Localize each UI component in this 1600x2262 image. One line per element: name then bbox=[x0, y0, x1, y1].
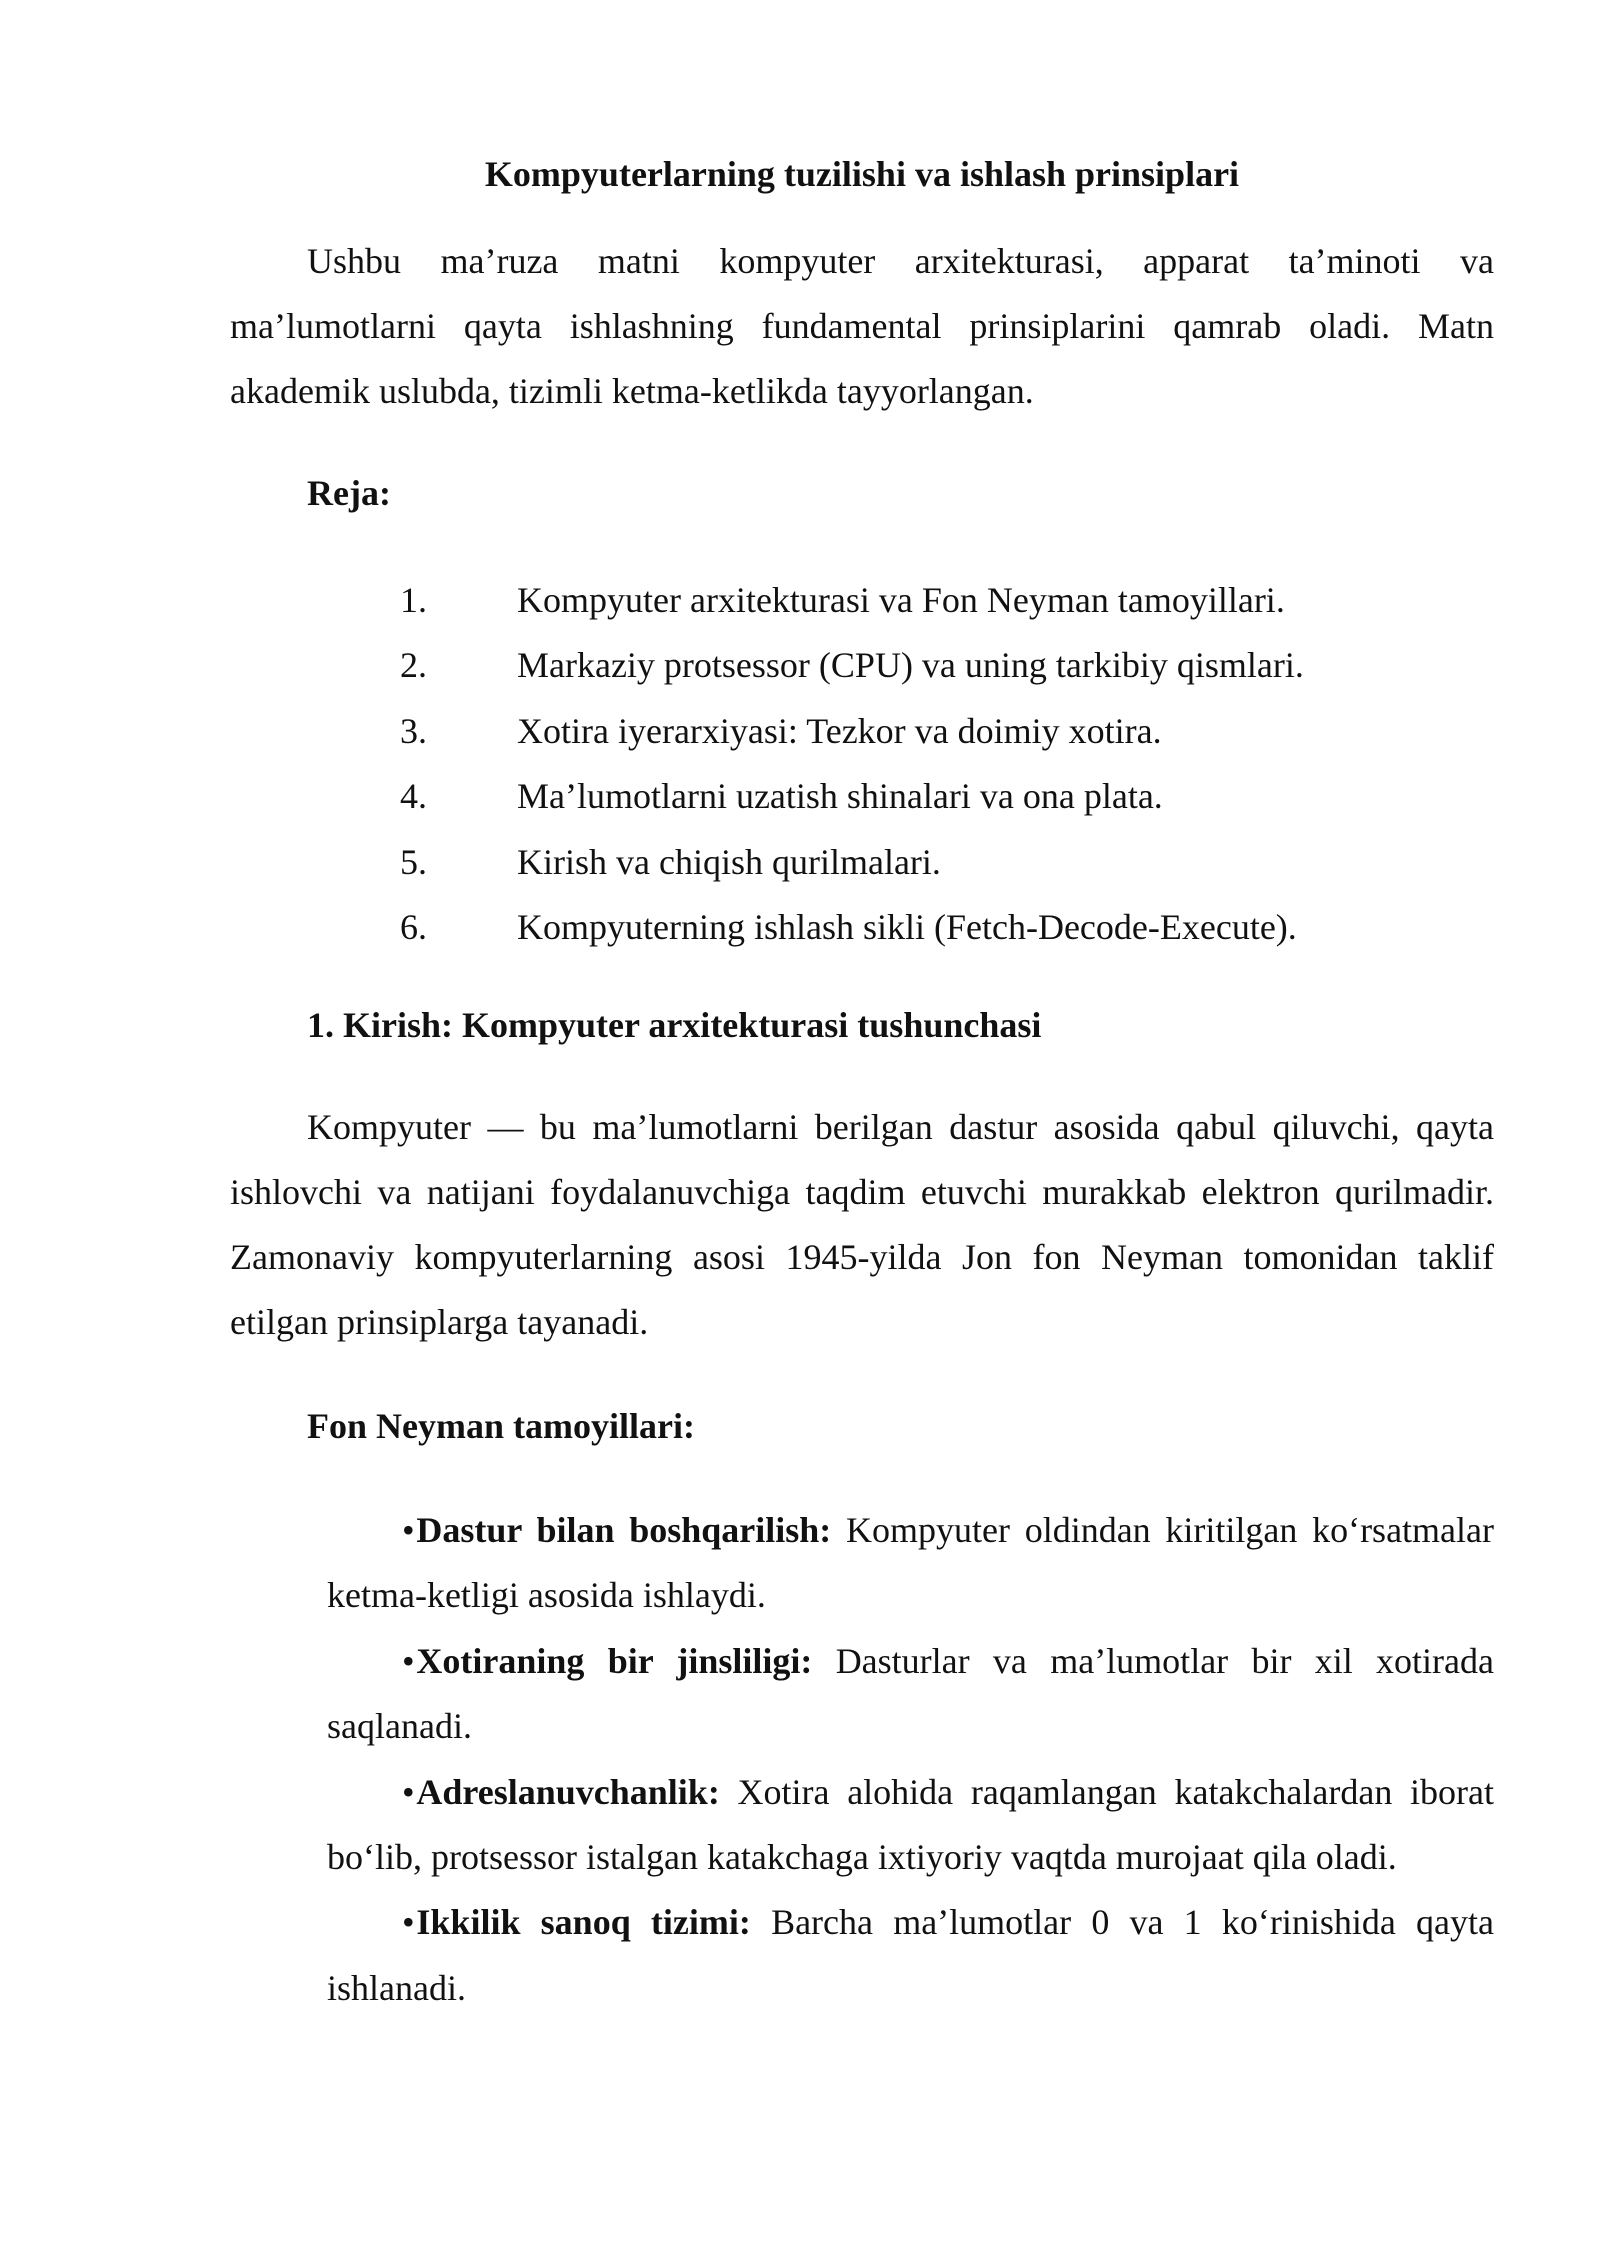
list-item-number: 6. bbox=[400, 906, 427, 947]
bullet-icon: • bbox=[402, 1510, 415, 1550]
list-item-text: Ma’lumotlarni uzatish shinalari va ona plata. bbox=[517, 776, 1163, 817]
principles-heading: Fon Neyman tamoyillari: bbox=[307, 1406, 695, 1446]
list-item-number: 3. bbox=[400, 710, 427, 751]
principle-description: Xotira alohida raqamlangan katakchalardan iborat bo‘lib, protsessor istalgan katakchaga ixtiyoriy vaqtda murojaat qila oladi. bbox=[327, 1771, 1494, 1878]
list-item bbox=[327, 1629, 1494, 1760]
list-item-number: 1. bbox=[400, 580, 427, 620]
plan-list bbox=[400, 568, 1304, 960]
list-item bbox=[327, 1760, 1494, 1891]
list-item bbox=[400, 895, 1304, 960]
section-heading: 1. Kirish: Kompyuter arxitekturasi tushunchasi bbox=[307, 1005, 1042, 1045]
principle-term: Ikkilik sanoq tizimi: bbox=[416, 1902, 751, 1943]
section-paragraph: Kompyuter — bu ma’lumotlarni berilgan dastur asosida qabul qiluvchi, qayta ishlovchi va natijani foydalanuvchiga taqdim etuvchi murakkab elektron qurilmadir. Zamonaviy kompyuterlarning asosi 1945-yilda Jon fon Neyman tomonidan taklif etilgan prinsiplarga tayanadi. bbox=[230, 1107, 1494, 1342]
list-item bbox=[400, 764, 1304, 829]
principle-term: Dastur bilan boshqarilish: bbox=[416, 1510, 832, 1550]
list-item-number: 2. bbox=[400, 645, 427, 686]
document-title: Kompyuterlarning tuzilishi va ishlash prinsiplari bbox=[484, 154, 1240, 194]
principle-description: Barcha ma’lumotlar 0 va 1 ko‘rinishida qayta ishlanadi. bbox=[327, 1902, 1494, 2008]
list-item bbox=[327, 1890, 1494, 2021]
list-item-text: Xotira iyerarxiyasi: Tezkor va doimiy xotira. bbox=[517, 710, 1162, 751]
bullet-icon: • bbox=[402, 1902, 415, 1943]
principle-term: Xotiraning bir jinsliligi: bbox=[416, 1640, 813, 1681]
list-item bbox=[327, 1498, 1494, 1629]
list-item bbox=[400, 568, 1304, 633]
bullet-icon: • bbox=[402, 1771, 415, 1812]
list-item-text: Kirish va chiqish qurilmalari. bbox=[517, 841, 941, 882]
principles-list bbox=[327, 1498, 1494, 2021]
list-item bbox=[400, 699, 1304, 764]
list-item-number: 4. bbox=[400, 776, 427, 817]
list-item-text: Kompyuterning ishlash sikli (Fetch-Decode-Execute). bbox=[517, 906, 1297, 947]
list-item-text: Markaziy protsessor (CPU) va uning tarkibiy qismlari. bbox=[517, 645, 1304, 686]
principle-description: Dasturlar va ma’lumotlar bir xil xotirada saqlanadi. bbox=[327, 1640, 1495, 1747]
bullet-icon: • bbox=[402, 1640, 415, 1681]
list-item-text: Kompyuter arxitekturasi va Fon Neyman tamoyillari. bbox=[517, 580, 1285, 620]
list-item-number: 5. bbox=[400, 841, 427, 882]
plan-heading: Reja: bbox=[307, 473, 391, 513]
intro-paragraph: Ushbu ma’ruza matni kompyuter arxitekturasi, apparat ta’minoti va ma’lumotlarni qayta ishlashning fundamental prinsiplarini qamrab oladi. Matn akademik uslubda, tizimli ketma-ketlikda tayyorlangan. bbox=[230, 241, 1494, 411]
list-item bbox=[400, 633, 1304, 698]
principle-term: Adreslanuvchanlik: bbox=[416, 1771, 720, 1812]
principle-description: Kompyuter oldindan kiritilgan ko‘rsatmalar ketma-ketligi asosida ishlaydi. bbox=[327, 1510, 1494, 1616]
list-item bbox=[400, 830, 1304, 895]
